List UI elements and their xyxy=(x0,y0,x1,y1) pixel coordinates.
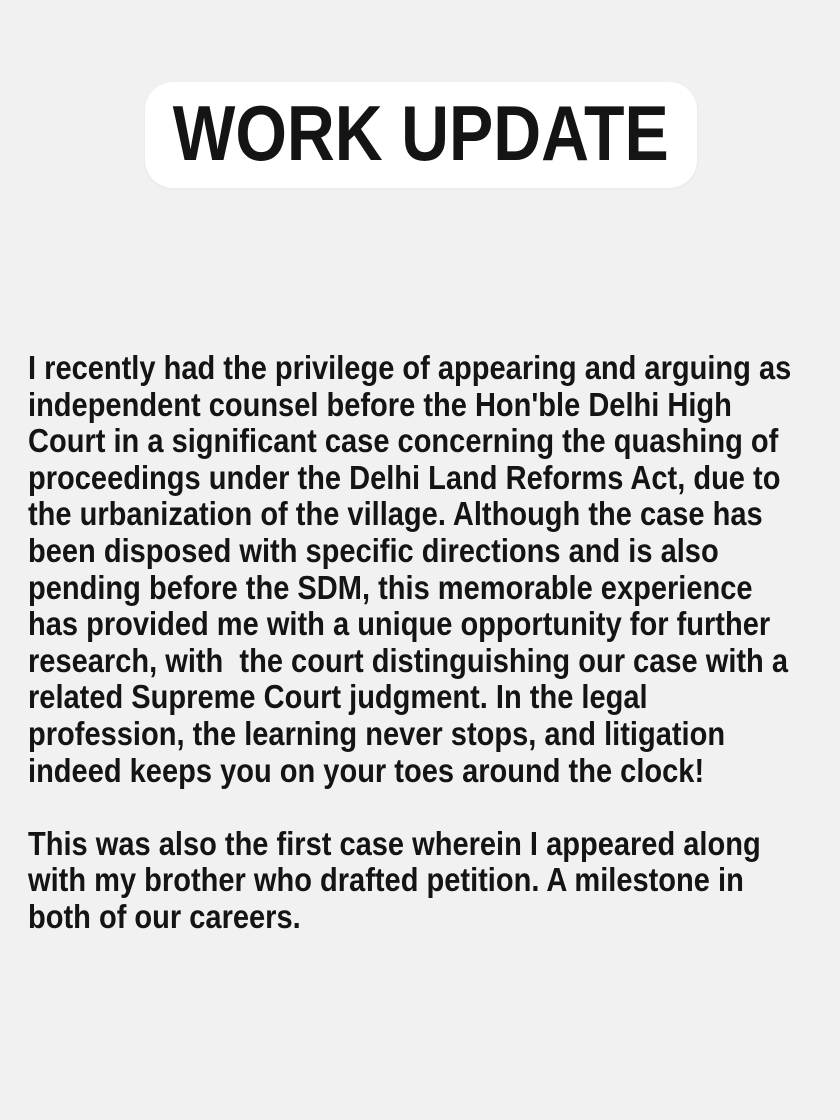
paragraph-line: the urbanization of the village. Although the case has xyxy=(28,495,763,533)
paragraph-line: This was also the first case wherein I appeared along xyxy=(28,824,761,862)
paragraph-line: Court in a significant case concerning the quashing of xyxy=(28,422,779,460)
paragraph-line: profession, the learning never stops, and litigation xyxy=(28,714,726,752)
paragraph xyxy=(28,350,820,789)
paragraph-line: has provided me with a unique opportunity for further xyxy=(28,605,771,643)
paragraph-line: indeed keeps you on your toes around the clock! xyxy=(28,751,705,789)
paragraph xyxy=(28,826,820,936)
paragraph-line: been disposed with specific directions and is also xyxy=(28,531,719,569)
paragraph-line: independent counsel before the Hon'ble Delhi High xyxy=(28,385,732,423)
paragraph-line: pending before the SDM, this memorable experience xyxy=(28,568,753,606)
title-pill xyxy=(145,82,697,188)
paragraph-line: research, with the court distinguishing our case with a xyxy=(28,641,789,679)
page-title: WORK UPDATE xyxy=(173,89,670,177)
body-text xyxy=(28,350,820,936)
paragraph-line: with my brother who drafted petition. A milestone in xyxy=(28,861,744,899)
paragraph-line: I recently had the privilege of appearing and arguing as xyxy=(28,349,792,386)
paragraph-line: related Supreme Court judgment. In the legal xyxy=(28,678,648,716)
paragraph-line: proceedings under the Delhi Land Reforms Act, due to xyxy=(28,458,781,496)
paragraph-line: both of our careers. xyxy=(28,897,301,935)
